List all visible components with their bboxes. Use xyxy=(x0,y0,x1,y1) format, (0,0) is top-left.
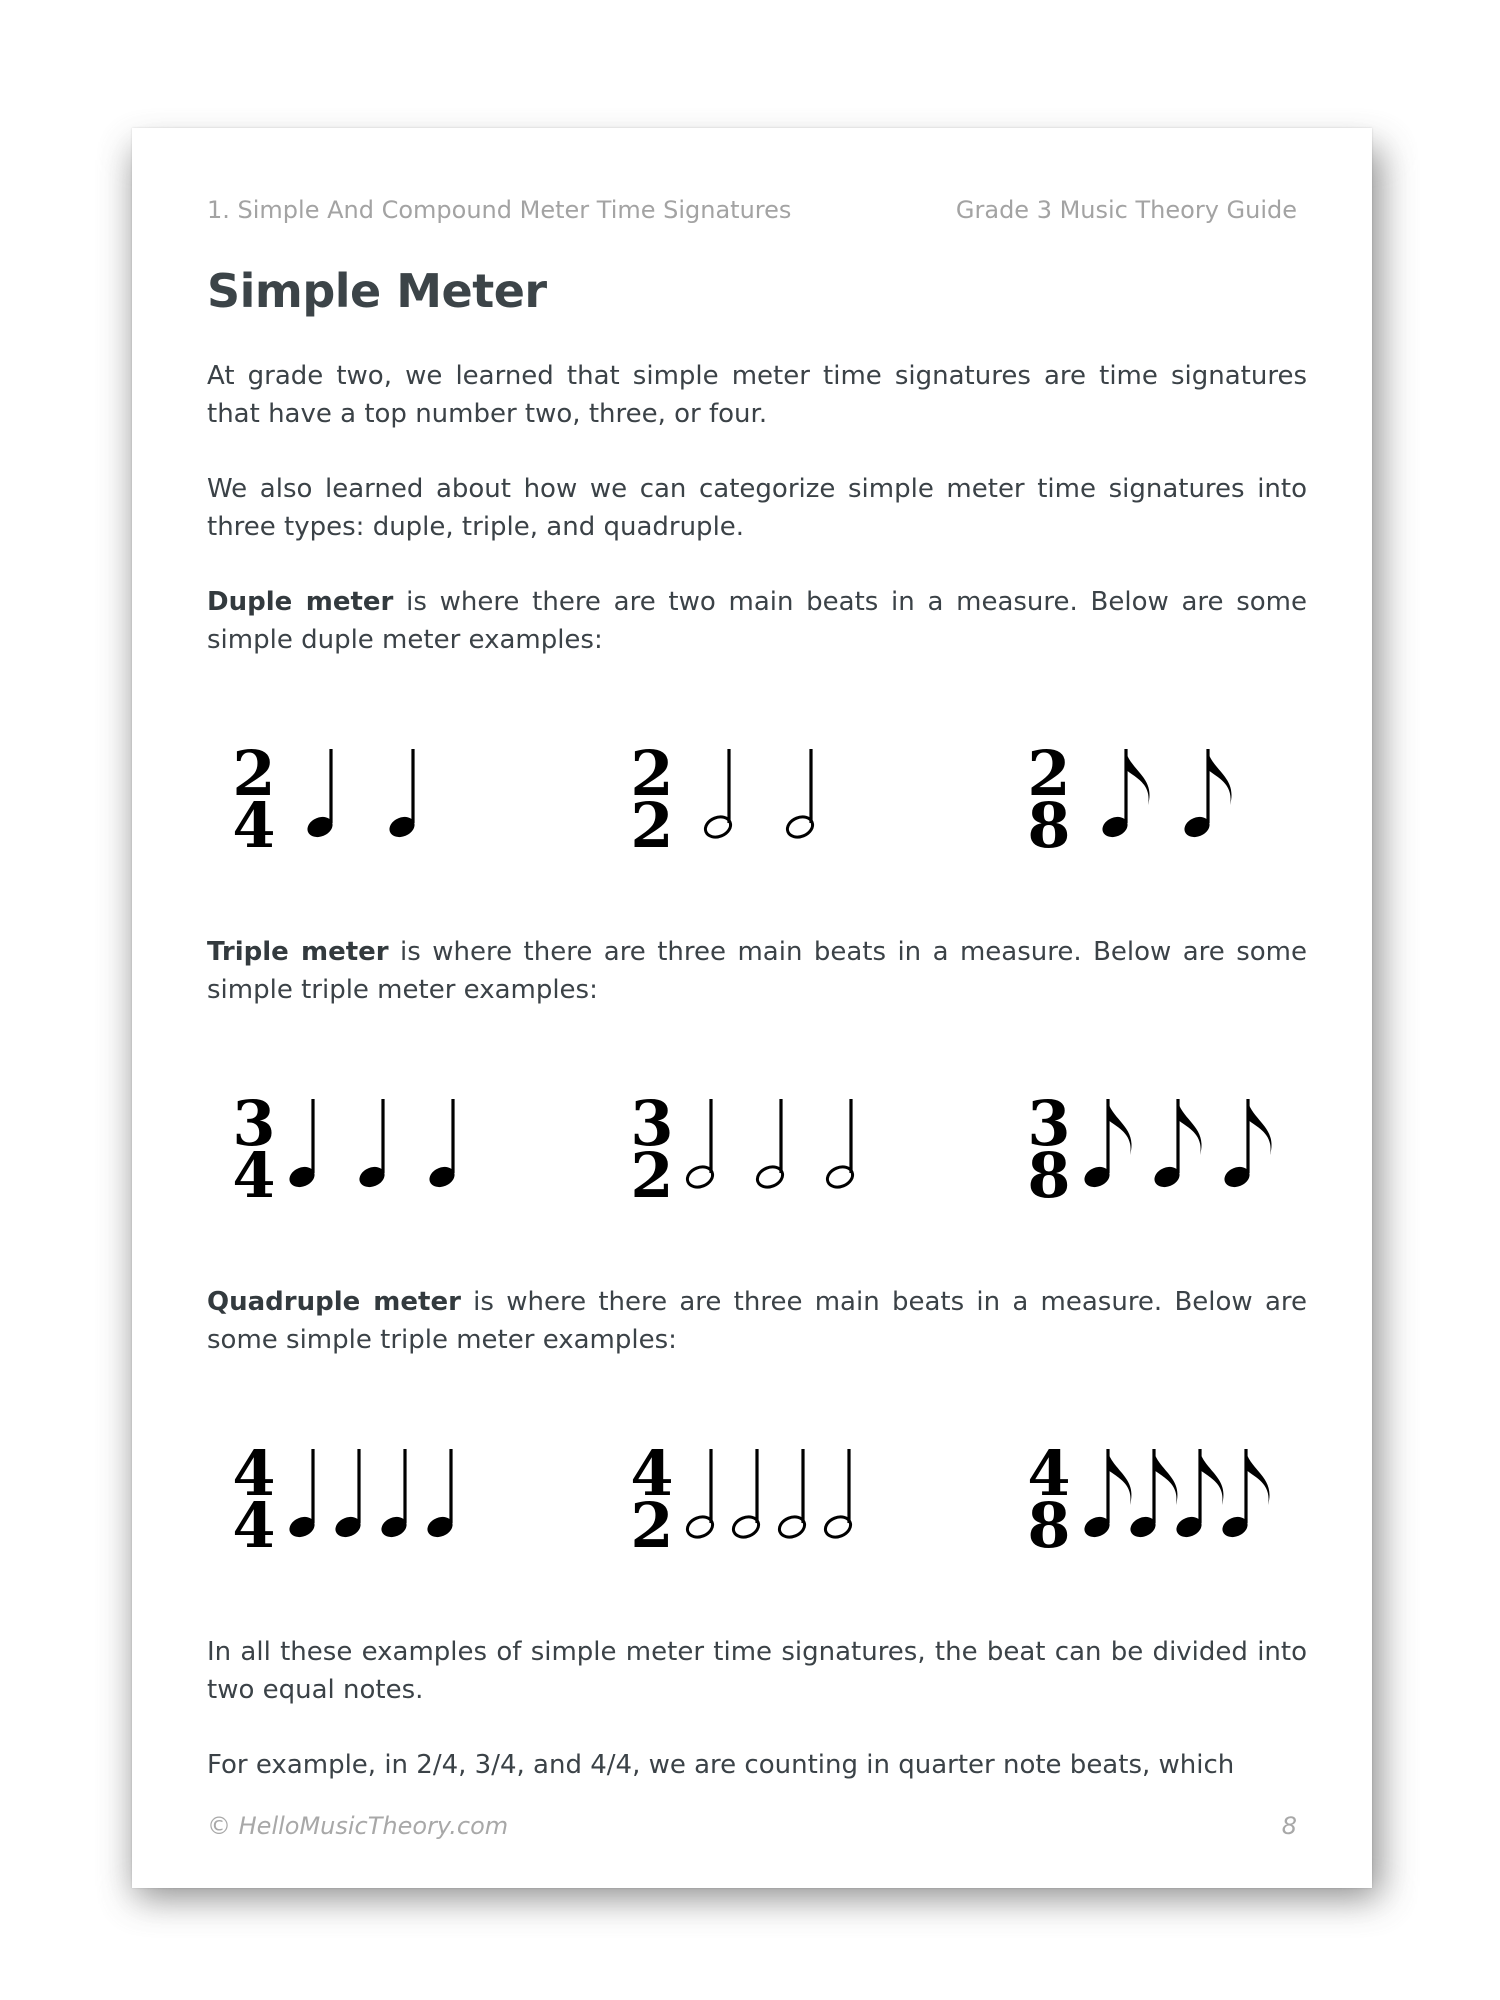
half-note-1 xyxy=(702,749,733,841)
eighth-note-2 xyxy=(1151,1099,1201,1191)
duple-examples-row xyxy=(132,723,1372,873)
time-signature-top: 3 xyxy=(232,1087,276,1160)
time-signature-bottom: 4 xyxy=(232,1139,276,1212)
time-signature-top: 3 xyxy=(630,1087,674,1160)
example-3-4 xyxy=(232,1073,492,1223)
meter-graphic xyxy=(1027,1423,1287,1573)
example-4-8 xyxy=(1027,1423,1287,1573)
meter-graphic xyxy=(630,723,890,873)
quarter-note-1 xyxy=(286,1099,317,1191)
eighth-note-3 xyxy=(1173,1449,1223,1541)
quadruple-description: is where there are three main beats in a measure. Below are some simple triple meter examples: xyxy=(207,1287,1307,1355)
paragraph-example: For example, in 2/4, 3/4, and 4/4, we are counting in quarter note beats, which xyxy=(207,1750,1235,1780)
quarter-note-2 xyxy=(356,1099,387,1191)
section-title: Simple Meter xyxy=(207,264,547,318)
half-note-4 xyxy=(822,1449,853,1541)
eighth-note-1 xyxy=(1081,1449,1131,1541)
document-page xyxy=(132,128,1372,1888)
time-signature-top: 2 xyxy=(232,737,276,810)
time-signature-bottom: 8 xyxy=(1027,1489,1071,1562)
eighth-note-1 xyxy=(1081,1099,1131,1191)
eighth-note-1 xyxy=(1099,749,1149,841)
eighth-note-2 xyxy=(1127,1449,1177,1541)
paragraph-quadruple xyxy=(207,1283,1307,1359)
meter-graphic xyxy=(232,723,492,873)
time-signature-top: 2 xyxy=(1027,737,1071,810)
paragraph-divided: In all these examples of simple meter time signatures, the beat can be divided into two equal notes. xyxy=(207,1637,1307,1705)
meter-graphic xyxy=(630,1423,890,1573)
time-signature-bottom: 4 xyxy=(232,1489,276,1562)
eighth-note-3 xyxy=(1221,1099,1271,1191)
half-note-3 xyxy=(776,1449,807,1541)
duple-description: is where there are two main beats in a measure. Below are some simple duple meter examples: xyxy=(207,587,1307,655)
meter-graphic xyxy=(1027,1073,1287,1223)
time-signature-top: 3 xyxy=(1027,1087,1071,1160)
time-signature-bottom: 8 xyxy=(1027,789,1071,862)
meter-graphic xyxy=(630,1073,890,1223)
time-signature-bottom: 2 xyxy=(630,1489,674,1562)
paragraph-categories: We also learned about how we can categorize simple meter time signatures into three types: duple, triple, and quadruple. xyxy=(207,474,1307,542)
time-signature-bottom: 2 xyxy=(630,1139,674,1212)
eighth-note-4 xyxy=(1219,1449,1269,1541)
example-2-8 xyxy=(1027,723,1287,873)
example-4-4 xyxy=(232,1423,492,1573)
triple-examples-row xyxy=(132,1073,1372,1223)
quarter-note-2 xyxy=(332,1449,363,1541)
meter-graphic xyxy=(232,1073,492,1223)
chapter-title: 1. Simple And Compound Meter Time Signatures xyxy=(207,196,792,224)
eighth-note-2 xyxy=(1181,749,1231,841)
page-footer xyxy=(207,1812,1297,1846)
quarter-note-1 xyxy=(286,1449,317,1541)
copyright: © HelloMusicTheory.com xyxy=(207,1812,509,1840)
page-number: 8 xyxy=(1281,1812,1297,1840)
quarter-note-1 xyxy=(304,749,335,841)
example-3-2 xyxy=(630,1073,890,1223)
quarter-note-4 xyxy=(424,1449,455,1541)
half-note-2 xyxy=(784,749,815,841)
example-2-2 xyxy=(630,723,890,873)
time-signature-bottom: 8 xyxy=(1027,1139,1071,1212)
term-triple: Triple meter xyxy=(207,937,389,967)
paragraph-intro: At grade two, we learned that simple meter time signatures are time signatures that have a top number two, three, or four. xyxy=(207,361,1307,429)
time-signature-top: 4 xyxy=(630,1437,674,1510)
half-note-1 xyxy=(684,1099,715,1191)
running-header xyxy=(207,196,1297,230)
half-note-2 xyxy=(754,1099,785,1191)
quadruple-examples-row xyxy=(132,1423,1372,1573)
time-signature-top: 2 xyxy=(630,737,674,810)
time-signature-bottom: 2 xyxy=(630,789,674,862)
term-quadruple: Quadruple meter xyxy=(207,1287,461,1317)
triple-description: is where there are three main beats in a measure. Below are some simple triple meter examples: xyxy=(207,937,1307,1005)
time-signature-bottom: 4 xyxy=(232,789,276,862)
quarter-note-3 xyxy=(426,1099,457,1191)
half-note-2 xyxy=(730,1449,761,1541)
quarter-note-3 xyxy=(378,1449,409,1541)
paragraph-duple xyxy=(207,583,1307,659)
book-title: Grade 3 Music Theory Guide xyxy=(955,196,1297,224)
example-4-2 xyxy=(630,1423,890,1573)
time-signature-top: 4 xyxy=(232,1437,276,1510)
quarter-note-2 xyxy=(386,749,417,841)
half-note-3 xyxy=(824,1099,855,1191)
meter-graphic xyxy=(232,1423,492,1573)
example-3-8 xyxy=(1027,1073,1287,1223)
paragraph-triple xyxy=(207,933,1307,1009)
meter-graphic xyxy=(1027,723,1287,873)
example-2-4 xyxy=(232,723,492,873)
time-signature-top: 4 xyxy=(1027,1437,1071,1510)
term-duple: Duple meter xyxy=(207,587,394,617)
half-note-1 xyxy=(684,1449,715,1541)
